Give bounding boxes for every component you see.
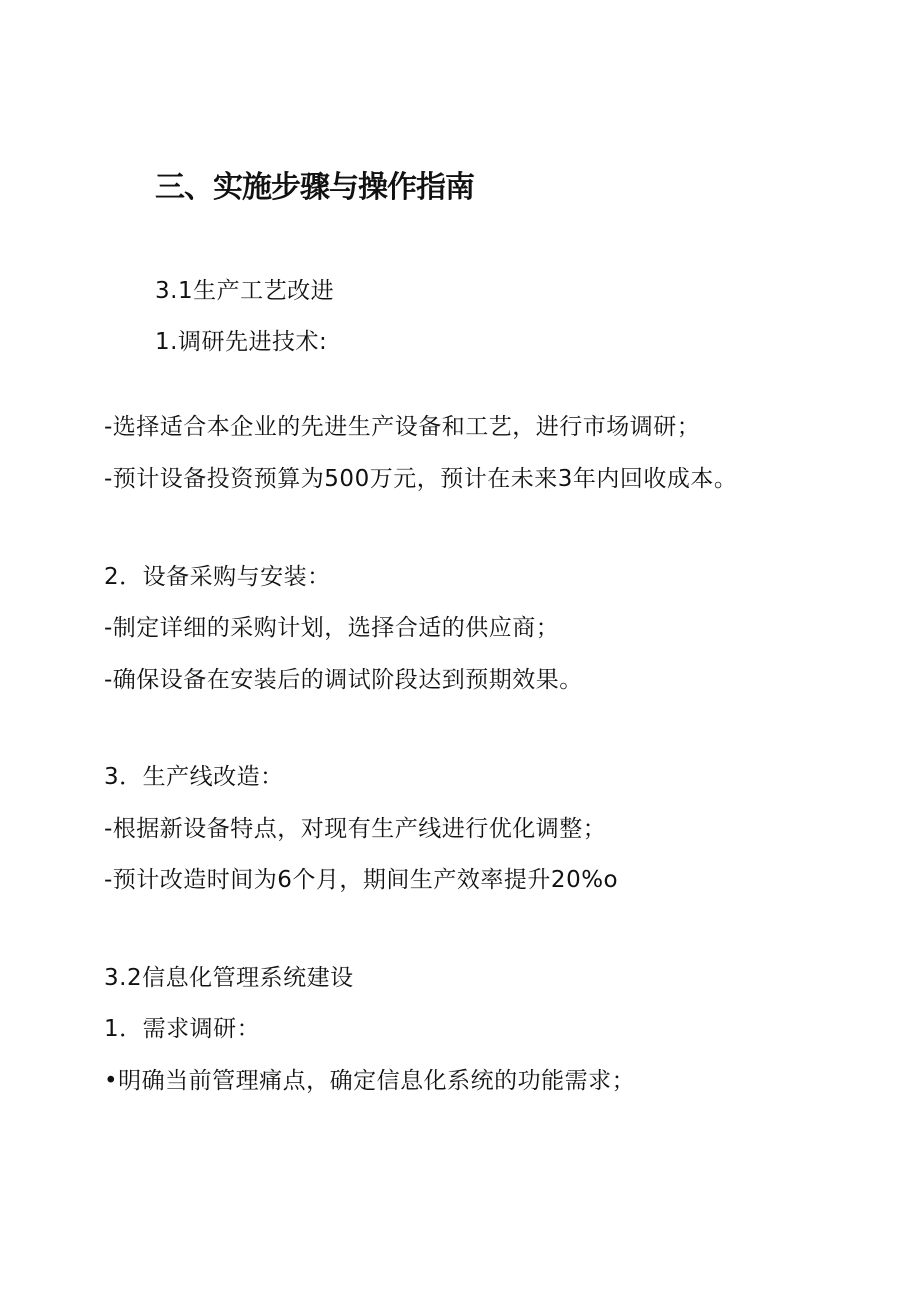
bullet-investment-budget: -预计设备投资预算为500万元，预计在未来3年内回收成本。 bbox=[104, 466, 738, 492]
bullet-commissioning: -确保设备在安装后的调试阶段达到预期效果。 bbox=[104, 667, 583, 693]
section-heading-3-2: 3.2信息化管理系统建设 bbox=[104, 965, 354, 991]
item-heading-line-renovation: 3．生产线改造： bbox=[104, 764, 284, 790]
bullet-pain-points: •明确当前管理痛点，确定信息化系统的功能需求； bbox=[104, 1068, 636, 1094]
bullet-select-equipment: -选择适合本企业的先进生产设备和工艺，进行市场调研； bbox=[104, 414, 701, 440]
section-heading-3-1: 3.1生产工艺改进 bbox=[155, 278, 335, 304]
item-heading-research-tech: 1.调研先进技术: bbox=[155, 329, 328, 355]
item-heading-requirements: 1．需求调研： bbox=[104, 1016, 261, 1042]
chapter-title: 三、实施步骤与操作指南 bbox=[155, 170, 474, 205]
bullet-optimize-line: -根据新设备特点，对现有生产线进行优化调整； bbox=[104, 816, 607, 842]
bullet-procurement-plan: -制定详细的采购计划，选择合适的供应商； bbox=[104, 615, 560, 641]
item-heading-procurement: 2．设备采购与安装： bbox=[104, 564, 331, 590]
bullet-renovation-time: -预计改造时间为6个月，期间生产效率提升20%o bbox=[104, 867, 619, 893]
